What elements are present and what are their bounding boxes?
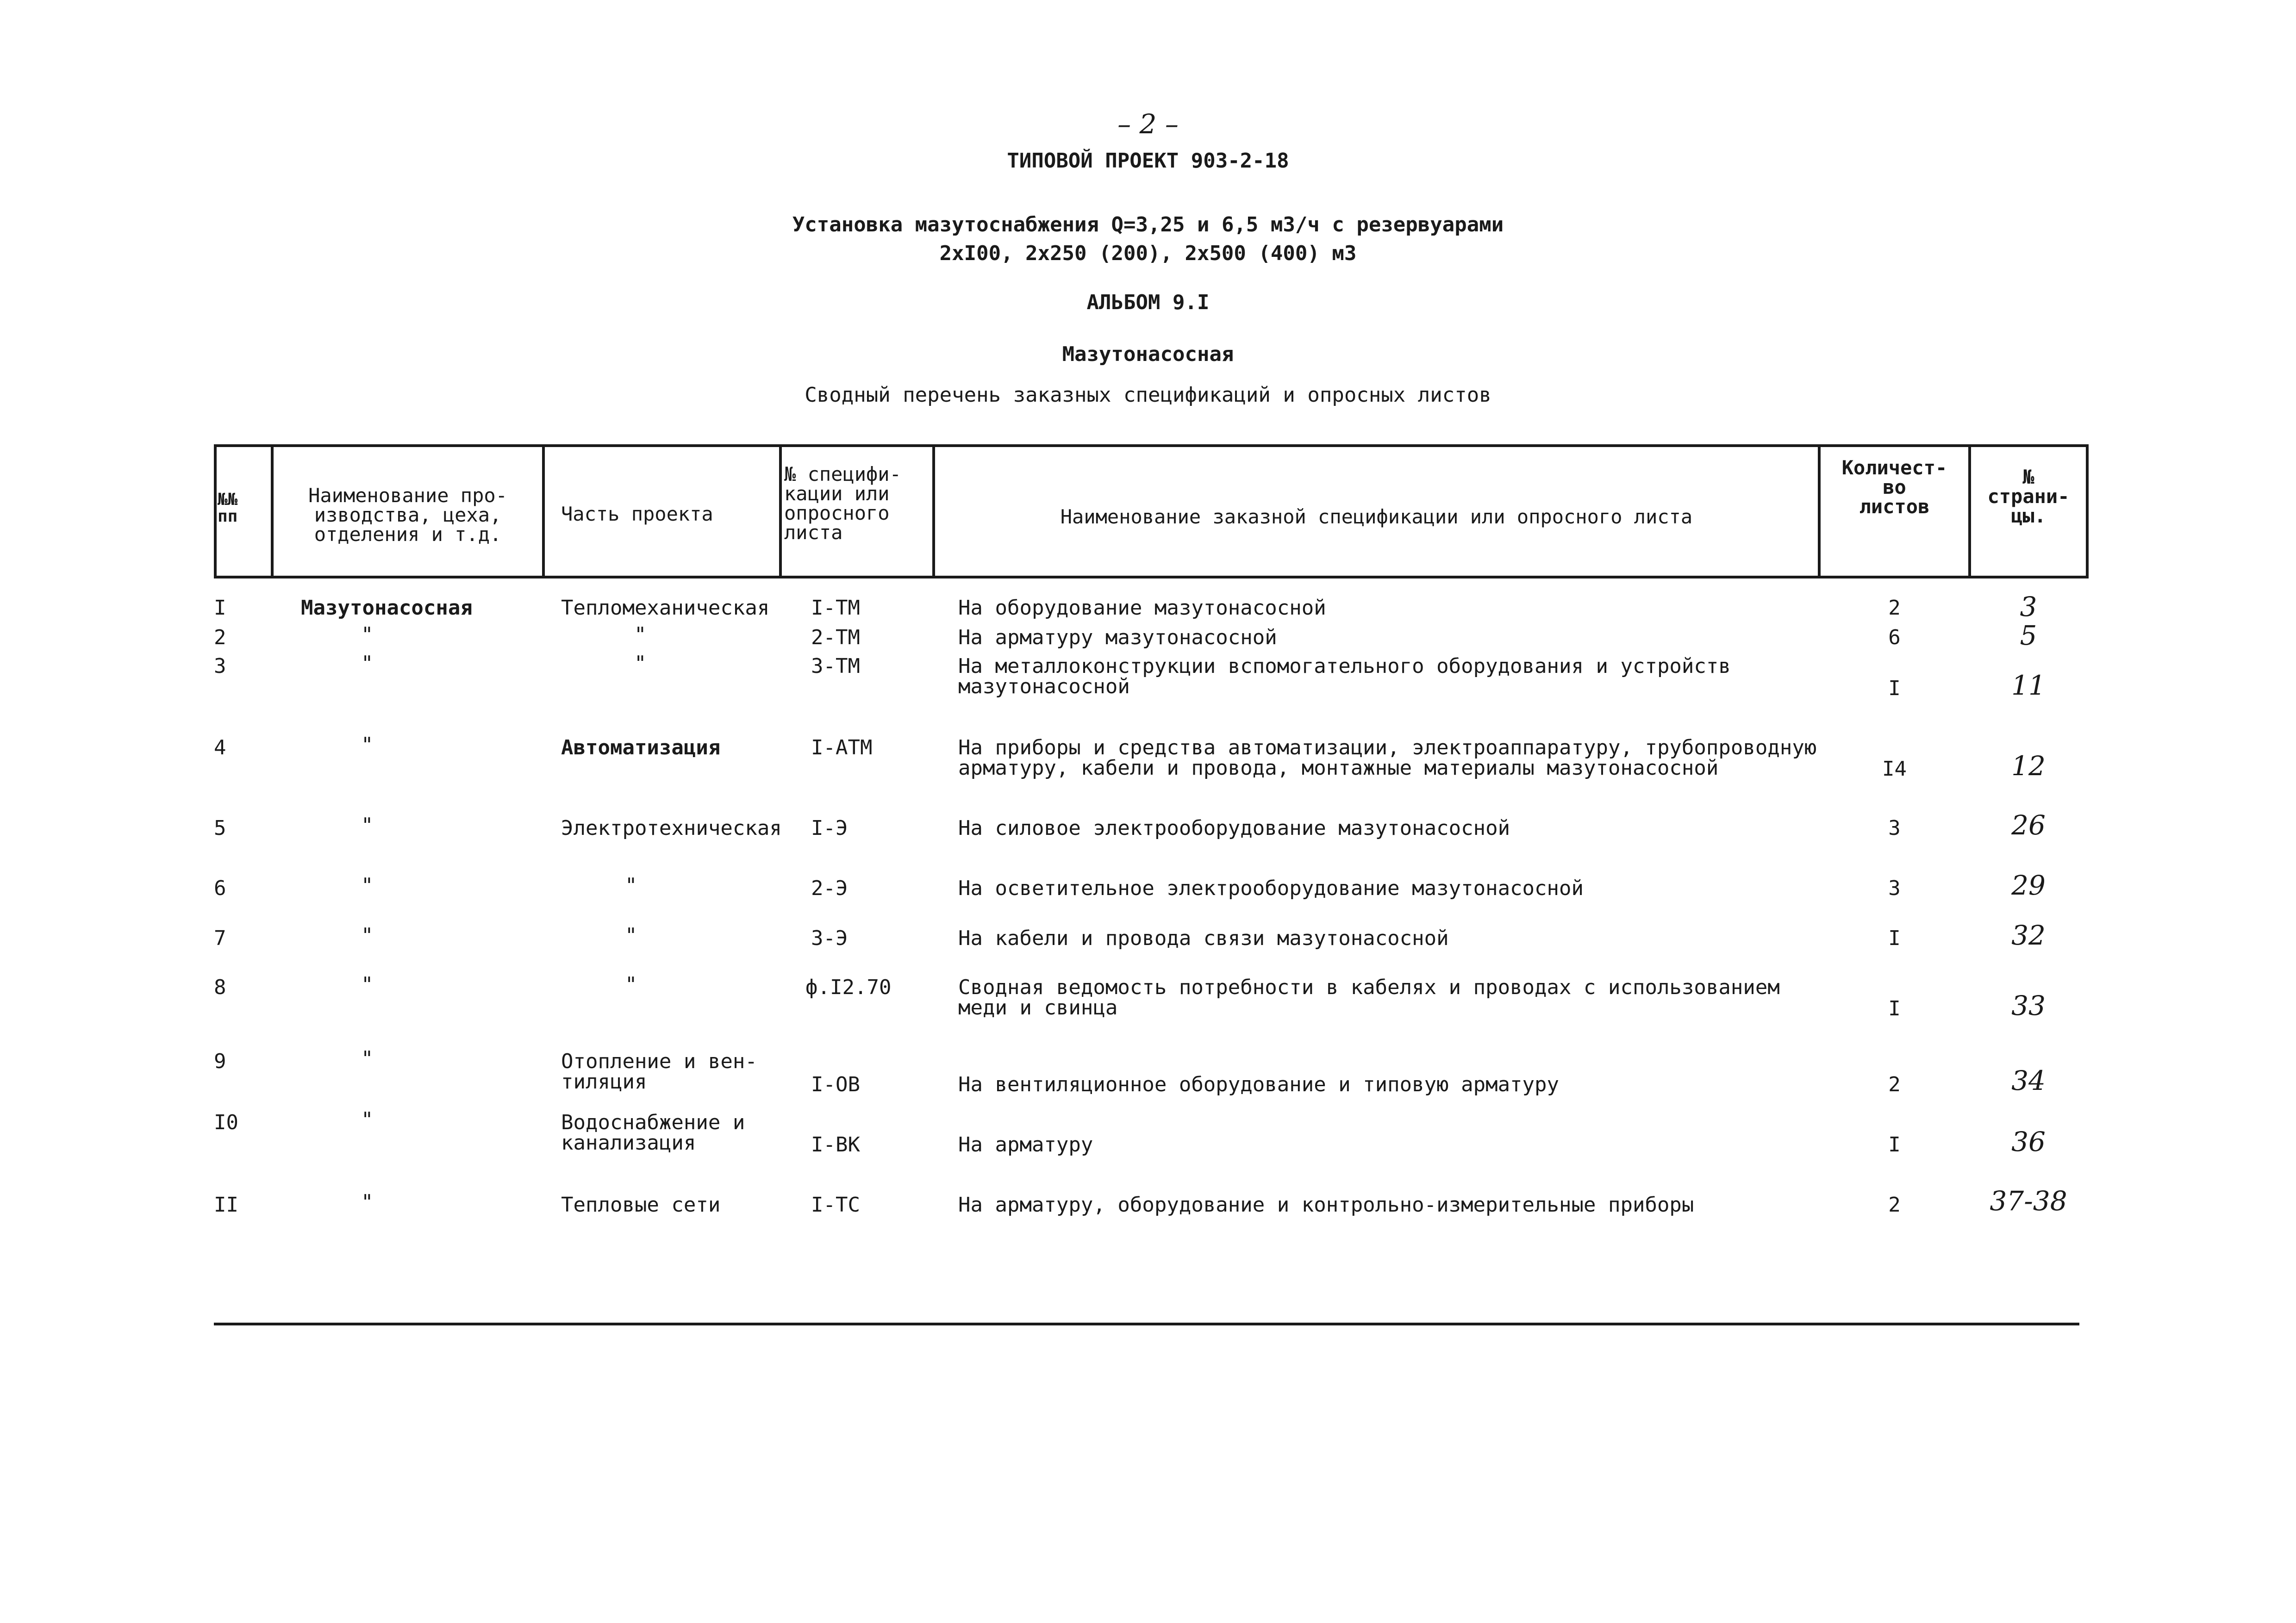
row-name xyxy=(958,656,1731,697)
row-page: 37-38 xyxy=(1990,1185,2067,1217)
header-num xyxy=(218,491,237,525)
row-part xyxy=(561,818,782,839)
row-name xyxy=(958,818,1510,839)
row-spec: I-АТМ xyxy=(811,736,873,759)
row-page: 32 xyxy=(2011,920,2046,951)
row-qty: I xyxy=(1888,927,1901,950)
header-spec-line: № специфи- xyxy=(784,463,901,485)
row-page: 11 xyxy=(2011,670,2046,701)
row-dept: " xyxy=(361,924,374,947)
row-page: 33 xyxy=(2011,990,2046,1021)
row-part-line: " xyxy=(625,874,637,897)
row-part-line: Тепломеханическая xyxy=(561,596,770,620)
row-dept: " xyxy=(361,623,374,647)
row-page: 26 xyxy=(2011,809,2046,841)
table-column-divider xyxy=(542,444,545,578)
row-page: 3 xyxy=(2020,591,2037,622)
row-page: 5 xyxy=(2020,620,2037,651)
header-num-line: №№ xyxy=(218,490,238,509)
row-qty: 2 xyxy=(1888,1193,1901,1217)
row-num: II xyxy=(214,1193,238,1217)
row-part-line: канализация xyxy=(561,1131,696,1155)
row-spec: 2-Э xyxy=(811,877,848,900)
row-part xyxy=(634,625,647,645)
row-name xyxy=(958,928,1449,949)
page-number: – 2 – xyxy=(1117,108,1179,140)
row-dept: " xyxy=(361,973,374,996)
row-part-line: Тепловые сети xyxy=(561,1193,721,1217)
row-page: 36 xyxy=(2011,1126,2046,1157)
row-part-line: Водоснабжение и xyxy=(561,1111,745,1134)
row-dept: " xyxy=(361,1108,374,1132)
row-name xyxy=(958,878,1584,899)
row-qty: I xyxy=(1888,997,1901,1020)
row-name-line: На арматуру xyxy=(958,1133,1093,1157)
row-num: 5 xyxy=(214,816,226,840)
row-name xyxy=(958,1075,1559,1095)
row-name-line: меди и свинца xyxy=(958,996,1118,1020)
row-spec: I-ОВ xyxy=(811,1073,860,1096)
row-name-line: На вентиляционное оборудование и типовую арматуру xyxy=(958,1073,1560,1096)
row-spec: 3-Э xyxy=(811,927,848,950)
row-dept: " xyxy=(361,652,374,675)
row-part-line: " xyxy=(625,973,637,996)
row-spec: I-Э xyxy=(811,816,848,840)
header-spec-line: кации или xyxy=(784,482,890,505)
row-part xyxy=(634,653,647,674)
table-bottom-rule xyxy=(214,1323,2079,1325)
row-part-line: тиляция xyxy=(561,1070,647,1094)
row-qty: 3 xyxy=(1888,877,1901,900)
row-part xyxy=(561,1113,745,1153)
row-page: 12 xyxy=(2011,750,2046,782)
row-spec: I-ТМ xyxy=(811,596,860,620)
header-page xyxy=(1971,467,2086,526)
header-page-line: страни- xyxy=(1987,485,2070,508)
row-dept: " xyxy=(361,814,374,837)
header-page-line: цы. xyxy=(2011,504,2046,527)
table-column-divider xyxy=(779,444,782,578)
row-qty: 2 xyxy=(1888,1073,1901,1096)
row-name-line: На приборы и средства автоматизации, электроаппаратуру, трубопроводную xyxy=(958,736,1817,759)
header-dept-line: изводства, цеха, xyxy=(314,504,502,526)
row-name-line: На оборудование мазутонасосной xyxy=(958,596,1326,620)
row-name xyxy=(958,977,1780,1018)
row-dept: " xyxy=(361,1190,374,1214)
header-dept-line: Наименование про- xyxy=(308,484,507,507)
row-part xyxy=(561,1051,757,1092)
header-num-line: пп xyxy=(218,507,238,526)
album-title: АЛЬБОМ 9.I xyxy=(1086,291,1210,314)
row-num: I xyxy=(214,596,226,620)
row-spec: 3-ТМ xyxy=(811,654,860,678)
row-qty: 2 xyxy=(1888,596,1901,620)
table-top-rule xyxy=(214,444,2089,447)
header-part xyxy=(561,504,713,524)
row-page: 34 xyxy=(2011,1065,2046,1096)
header-dept-line: отделения и т.д. xyxy=(314,523,502,546)
header-spec-line: опросного xyxy=(784,502,890,524)
row-num: 2 xyxy=(214,626,226,649)
row-name-line: На арматуру, оборудование и контрольно-измерительные приборы xyxy=(958,1193,1694,1217)
row-part xyxy=(561,1195,720,1215)
header-qty-line: Количест- xyxy=(1841,456,1947,479)
section-title: Мазутонасосная xyxy=(1062,342,1234,366)
row-qty: 3 xyxy=(1888,816,1901,840)
row-part xyxy=(561,598,769,618)
row-name xyxy=(958,628,1277,648)
row-num: I0 xyxy=(214,1111,238,1134)
table-column-divider xyxy=(214,444,217,578)
row-spec: ф.I2.70 xyxy=(805,976,892,999)
row-name xyxy=(958,738,1816,778)
row-spec: 2-ТМ xyxy=(811,626,860,649)
table-column-divider xyxy=(2086,444,2089,578)
row-num: 8 xyxy=(214,976,226,999)
row-num: 7 xyxy=(214,927,226,950)
row-num: 4 xyxy=(214,736,226,759)
list-title: Сводный перечень заказных спецификаций и опросных листов xyxy=(805,383,1491,407)
row-num: 6 xyxy=(214,877,226,900)
row-name-line: На металлоконструкции вспомогательного оборудования и устройств xyxy=(958,654,1731,678)
installation-title-line1: Установка мазутоснабжения Q=3,25 и 6,5 м3/ч с резервуарами xyxy=(792,213,1504,236)
row-page: 29 xyxy=(2011,870,2046,901)
header-spec xyxy=(784,465,901,542)
row-part xyxy=(561,738,720,758)
row-part-line: Электротехническая xyxy=(561,816,782,840)
row-name-line: На силовое электрооборудование мазутонасосной xyxy=(958,816,1510,840)
header-name xyxy=(935,507,1818,527)
row-name xyxy=(958,598,1326,618)
row-name xyxy=(958,1135,1093,1155)
row-name-line: арматуру, кабели и провода, монтажные материалы мазутонасосной xyxy=(958,756,1719,780)
table-header-rule xyxy=(214,576,2089,578)
row-qty: 6 xyxy=(1888,626,1901,649)
row-part-line: " xyxy=(625,924,637,947)
row-dept: " xyxy=(361,874,374,897)
header-spec-line: листа xyxy=(784,521,843,544)
row-part-line: Отопление и вен- xyxy=(561,1050,757,1073)
row-part-line: " xyxy=(634,652,647,675)
row-qty: I4 xyxy=(1882,757,1907,781)
header-qty-line: во xyxy=(1883,476,1906,498)
row-spec: I-ТС xyxy=(811,1193,860,1217)
row-part-line: " xyxy=(634,623,647,647)
row-part xyxy=(625,926,637,946)
header-qty-line: листов xyxy=(1859,495,1930,518)
installation-title-line2: 2хI00, 2х250 (200), 2х500 (400) м3 xyxy=(939,242,1357,265)
row-dept: " xyxy=(361,1047,374,1070)
row-name-line: На осветительное электрооборудование мазутонасосной xyxy=(958,877,1584,900)
header-qty xyxy=(1821,458,1968,516)
row-dept: Мазутонасосная xyxy=(301,596,473,620)
row-name-line: На кабели и провода связи мазутонасосной xyxy=(958,927,1449,950)
header-page-line: № xyxy=(2022,466,2034,488)
row-part xyxy=(625,975,637,995)
row-qty: I xyxy=(1888,1133,1901,1157)
row-num: 9 xyxy=(214,1050,226,1073)
header-part-line: Часть проекта xyxy=(561,503,713,525)
header-name-line: Наименование заказной спецификации или опросного листа xyxy=(1060,505,1693,528)
row-spec: I-ВК xyxy=(811,1133,860,1157)
row-name-line: мазутонасосной xyxy=(958,675,1130,698)
row-name-line: На арматуру мазутонасосной xyxy=(958,626,1277,649)
row-name-line: Сводная ведомость потребности в кабелях и проводах с использованием xyxy=(958,976,1780,999)
row-qty: I xyxy=(1888,677,1901,700)
row-part xyxy=(625,876,637,896)
project-title: ТИПОВОЙ ПРОЕКТ 903-2-18 xyxy=(1007,149,1289,173)
header-dept xyxy=(274,486,542,544)
row-dept: " xyxy=(361,733,374,757)
row-name xyxy=(958,1195,1694,1215)
row-num: 3 xyxy=(214,654,226,678)
row-part-line: Автоматизация xyxy=(561,736,721,759)
